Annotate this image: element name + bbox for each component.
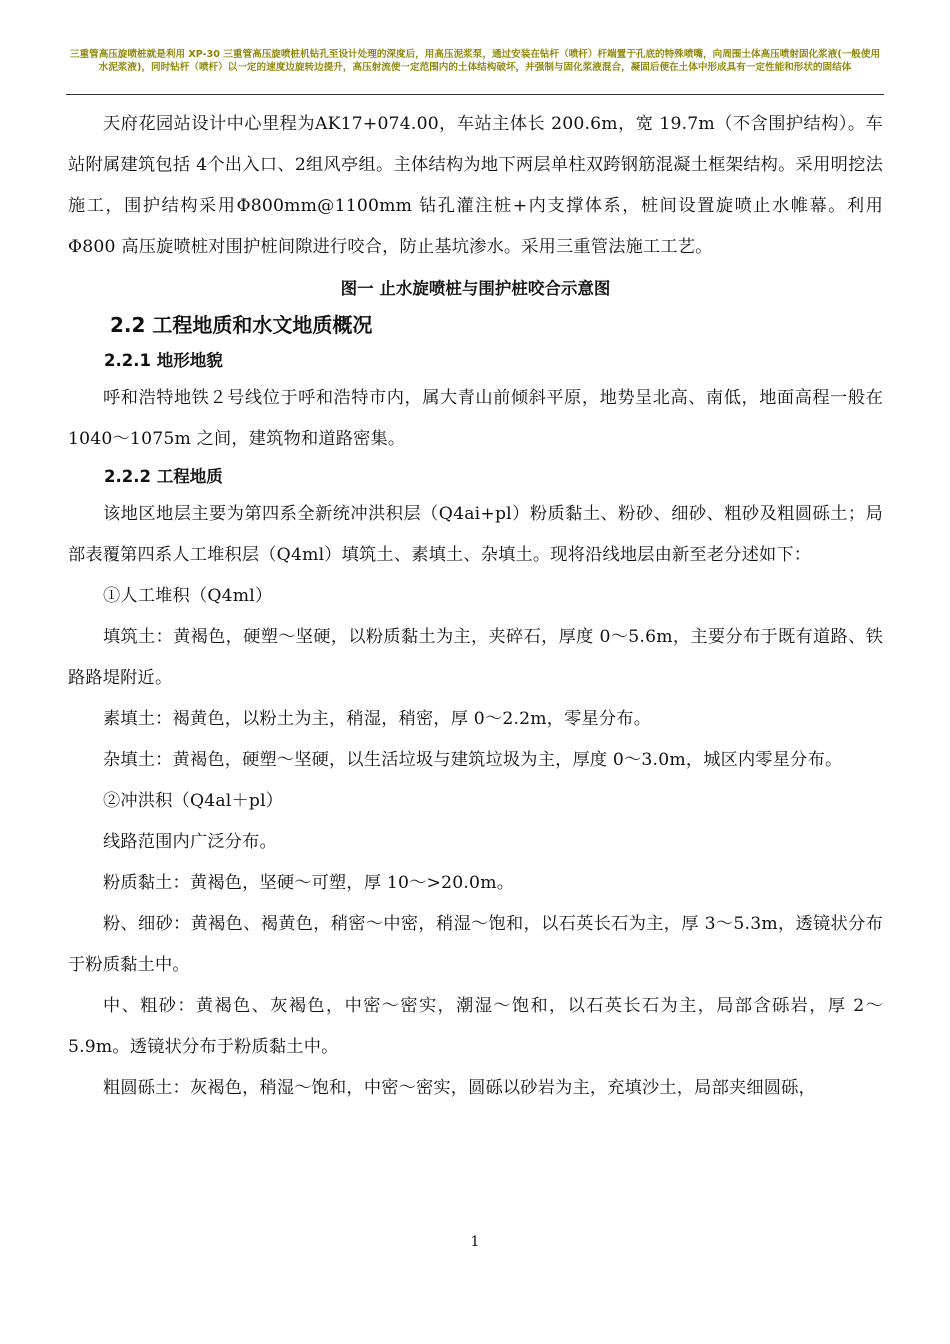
paragraph-alluvial: ②冲洪积（Q4al＋pl） bbox=[103, 791, 284, 811]
section-heading-geology: 2.2 工程地质和水文地质概况 bbox=[110, 313, 373, 337]
page-header-note: 三重管高压旋喷桩就是利用 XP-30 三重管高压旋喷桩机钻孔至设计处理的深度后，用高压泥浆泵，通过安装在钻杆（喷杆）杆端置于孔底的特殊喷嘴，向周围土体高压喷射固化浆液(一般使用水泥浆液)，同时钻杆（喷杆）以一定的速度边旋转边提升，高压射流使一定范围内的土体结构破坏，并强制与固化浆液混合，凝固后便在土体中形成具有一定性能和形状的固结体 bbox=[69, 49, 881, 73]
paragraph-artificial-fill: ①人工堆积（Q4ml） bbox=[103, 586, 273, 606]
subsection-heading-terrain: 2.2.1 地形地貌 bbox=[104, 351, 223, 370]
paragraph-silty-clay: 粉质黏土：黄褐色，坚硬～可塑，厚 10～>20.0m。 bbox=[103, 873, 515, 893]
paragraph-fill-soil: 填筑土：黄褐色，硬塑～坚硬，以粉质黏土为主，夹碎石，厚度 0～5.6m，主要分布于既有道路、铁路路堤附近。 bbox=[68, 627, 883, 688]
paragraph-fine-sand: 粉、细砂：黄褐色、褐黄色，稍密～中密，稍湿～饱和，以石英长石为主，厚 3～5.3m，透镜状分布于粉质黏土中。 bbox=[68, 914, 883, 975]
paragraph-terrain: 呼和浩特地铁２号线位于呼和浩特市内，属大青山前倾斜平原，地势呈北高、南低，地面高程一般在 1040～1075m 之间，建筑物和道路密集。 bbox=[68, 388, 883, 449]
paragraph-station-overview: 天府花园站设计中心里程为AK17+074.00，车站主体长 200.6m，宽 19.7m（不含围护结构）。车站附属建筑包括 4个出入口、2组风亭组。主体结构为地下两层单柱双跨钢筋混凝土框架结构。采用明挖法施工，围护结构采用Φ800mm@1100mm 钻孔灌注桩+内支撑体系，桩间设置旋喷止水帷幕。利用Φ800 高压旋喷桩对围护桩间隙进行咬合，防止基坑渗水。采用三重管法施工工艺。 bbox=[68, 114, 883, 257]
paragraph-distribution: 线路范围内广泛分布。 bbox=[103, 832, 277, 852]
document-body bbox=[68, 104, 883, 1109]
paragraph-gravel-soil: 粗圆砾土：灰褐色，稍湿～饱和，中密～密实，圆砾以砂岩为主，充填沙土，局部夹细圆砾， bbox=[103, 1078, 816, 1098]
figure-caption: 图一 止水旋喷桩与围护桩咬合示意图 bbox=[340, 279, 611, 298]
paragraph-coarse-sand: 中、粗砂：黄褐色、灰褐色，中密～密实，潮湿～饱和，以石英长石为主，局部含砾岩，厚 2～5.9m。透镜状分布于粉质黏土中。 bbox=[68, 996, 883, 1057]
subsection-heading-engineering-geology: 2.2.2 工程地质 bbox=[104, 467, 223, 486]
paragraph-strata-intro: 该地区地层主要为第四系全新统冲洪积层（Q4ai+pl）粉质黏土、粉砂、细砂、粗砂及粗圆砾土；局部表覆第四系人工堆积层（Q4ml）填筑土、素填土、杂填土。现将沿线地层由新至老分述如下： bbox=[68, 504, 883, 565]
page-number: 1 bbox=[470, 1234, 480, 1250]
header-divider bbox=[66, 94, 884, 95]
paragraph-miscellaneous-fill: 杂填土：黄褐色，硬塑～坚硬，以生活垃圾与建筑垃圾为主，厚度 0～3.0m，城区内零星分布。 bbox=[103, 750, 843, 770]
paragraph-plain-fill: 素填土：褐黄色，以粉土为主，稍湿，稍密，厚 0～2.2m，零星分布。 bbox=[103, 709, 652, 729]
